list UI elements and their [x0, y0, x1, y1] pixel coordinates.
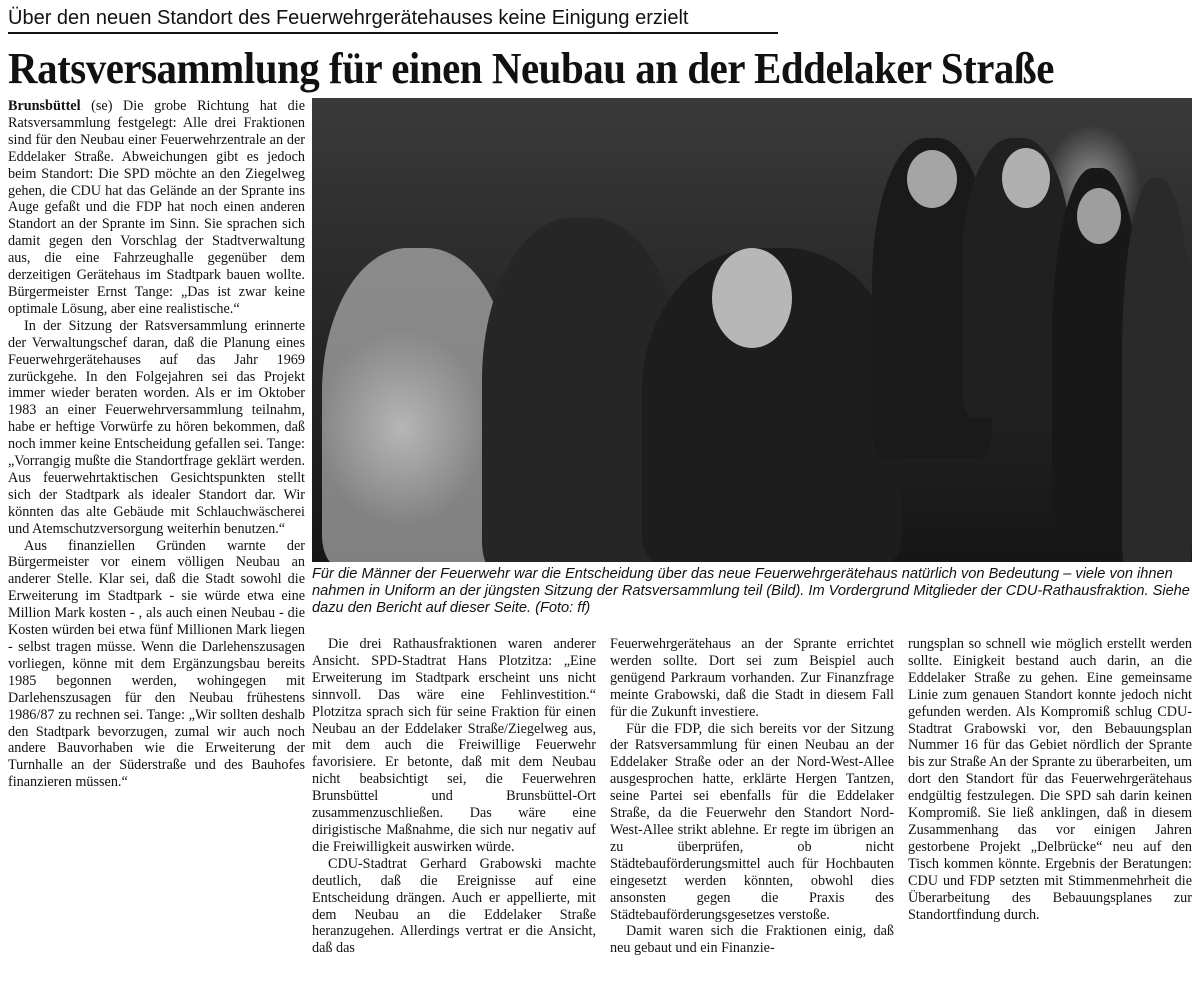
paragraph-text: (se) Die grobe Richtung hat die Ratsversammlung festgelegt: Alle drei Fraktionen sind für den Neubau einer Feuerwehrzentrale an der Eddelaker Straße. Abweichungen gibt es jedoch beim Standort: Die SPD möchte an den Ziegelweg gehen, die CDU hat das Gelände an der Sprante ins Auge gefaßt und die FDP hat noch einen anderen Standort an der Sprante im Sinn. Sie sprachen sich damit gegen den Vorschlag der Stadtverwaltung aus, die eine Fahrzeughalle gegenüber dem derzeitigen Gerätehaus im Stadtpark bauen wollte. Bürgermeister Ernst Tange: „Das ist zwar keine optimale Lösung, aber eine realistische.“ [8, 98, 305, 317]
photo-figure [712, 248, 792, 348]
article-paragraph: Die drei Rathausfraktionen waren anderer Ansicht. SPD-Stadtrat Hans Plotzitza: „Eine Erweiterung im Stadtpark erscheint uns nicht sinnvoll. Das wäre eine Fehlinvestition.“ Plotzitza sprach sich für seine Fraktion für einen Neubau an der Eddelaker Straße/Ziegelweg aus, mit dem auch die Freiwillige Feuerwehr favorisiere. Er betonte, daß mit dem Neubau nicht beabsichtigt sei, die Feuerwehren Brunsbüttel und Brunsbüttel-Ort zusammenzuschließen. Das wäre eine dirigistische Maßnahme, die sich nur negativ auf die Freiwilligkeit auswirken würde. [312, 636, 596, 855]
article-paragraph: Feuerwehrgerätehaus an der Sprante errichtet werden sollte. Dort sei zum Beispiel auch genügend Parkraum vorhanden. Zur Finanzfrage meinte Grabowski, daß die Stadt in diesem Fall für die Zukunft investiere. [610, 636, 894, 720]
article-paragraph [8, 98, 305, 318]
photo-caption: Für die Männer der Feuerwehr war die Entscheidung über das neue Feuerwehrgerätehaus natürlich von Bedeutung – viele von ihnen nahmen in Uniform an der jüngsten Sitzung der Ratsversammlung teil (Bild). Im Vordergrund Mitglieder der CDU-Rathausfraktion. Siehe dazu den Bericht auf dieser Seite. (Foto: ff) [312, 566, 1190, 616]
headline: Ratsversammlung für einen Neubau an der Eddelaker Straße [8, 44, 1054, 93]
photo-figure [1122, 178, 1192, 562]
article-column-3 [610, 636, 894, 957]
article-paragraph: rungsplan so schnell wie möglich erstellt werden sollte. Einigkeit bestand auch darin, an die Eddelaker Straße zu gehen. Eine gemeinsame Linie zum genauen Standort konnte jedoch nicht gefunden werden. Als Kompromiß schlug CDU-Stadtrat Grabowski vor, den Bebauungsplan Nummer 16 für das Gebiet nördlich der Sprante bis zur Straße An der Sprante zu überarbeiten, um dort den Standort für das Feuerwehrgerätehaus endgültig festzulegen. Die SPD sah darin keinen Kompromiß. Sie ließ anklingen, daß in diesem Zusammenhang das vor einigen Jahren gestorbene Projekt „Delbrücke“ neu auf den Tisch kommen könnte. Ergebnis der Beratungen: CDU und FDP setzten mit Stimmenmehrheit die Überarbeitung des Bebauungsplanes zur Standortfindung durch. [908, 636, 1192, 923]
article-column-2 [312, 636, 596, 957]
article-column-4 [908, 636, 1192, 923]
article-paragraph: Aus finanziellen Gründen warnte der Bürgermeister vor einem völligen Neubau an anderer Stelle. Klar sei, daß die Stadt sowohl die Erweiterung im Stadtpark - sie würde etwa eine Million Mark kosten - , als auch einen Neubau - die Kosten würden bei etwa fünf Millionen Mark liegen - selbst tragen müsse. Wenn die Darlehenszusagen vorliegen, könne mit dem Ergänzungsbau bereits 1985 begonnen werden, wohingegen mit Darlehenszusagen für den Neubau frühestens 1986/87 zu rechnen sei. Tange: „Wir sollten deshalb den Stadtpark bevorzugen, zumal wir auch noch andere Bauvorhaben wie die Erweiterung der Turnhalle an der Süderstraße und des Bauhofes finanzieren müssen.“ [8, 537, 305, 791]
article-column-1 [8, 98, 305, 791]
photo-figure [1002, 148, 1050, 208]
article-paragraph: In der Sitzung der Ratsversammlung erinnerte der Verwaltungschef daran, daß die Planung eines Feuerwehrgerätehauses auf das Jahr 1969 zurückgehe. In den Folgejahren sei das Projekt immer wieder beraten worden. Als er im Oktober 1983 an einer Feuerwehrversammlung teilnahm, habe er heftige Vorwürfe zu hören bekommen, daß noch immer keine Entscheidung gefallen sei. Tange: „Vorrangig mußte die Standortfrage geklärt werden. Aus feuerwehrtaktischen Gesichtspunkten stellt sich der Stadtpark als idealer Standort dar. Wir könnten das alte Gebäude mit Schlauchwäscherei und Atemschutzversorgung weiterhin benutzen.“ [8, 317, 305, 537]
kicker-line: Über den neuen Standort des Feuerwehrgerätehauses keine Einigung erzielt [8, 4, 778, 34]
photo-figure [907, 150, 957, 208]
dateline: Brunsbüttel [8, 98, 81, 114]
article-paragraph: Für die FDP, die sich bereits vor der Sitzung der Ratsversammlung für einen Neubau an der Eddelaker Straße oder an der Nord-West-Allee ausgesprochen hatte, erklärte Hergen Tantzen, seine Partei sei ebenfalls für die Eddelaker Straße, da die Feuerwehr den Standort Nord-West-Allee strikt ablehne. Er regte im übrigen an zu überprüfen, ob nicht Städtebauförderungsmittel auch für Hochbauten eingesetzt werden könnten, obwohl dies ansonsten gegen die Praxis des Städtebauförderungsgesetzes verstoße. [610, 720, 894, 923]
article-paragraph: Damit waren sich die Fraktionen einig, daß neu gebaut und ein Finanzie- [610, 923, 894, 957]
photo-figure [1077, 188, 1121, 244]
article-paragraph: CDU-Stadtrat Gerhard Grabowski machte deutlich, daß die Ereignisse auf eine Entscheidung drängen. Auch er appellierte, mit dem Neubau an die Eddelaker Straße heranzugehen. Allerdings vertrat er die Ansicht, daß das [312, 855, 596, 957]
news-photo [312, 98, 1192, 562]
